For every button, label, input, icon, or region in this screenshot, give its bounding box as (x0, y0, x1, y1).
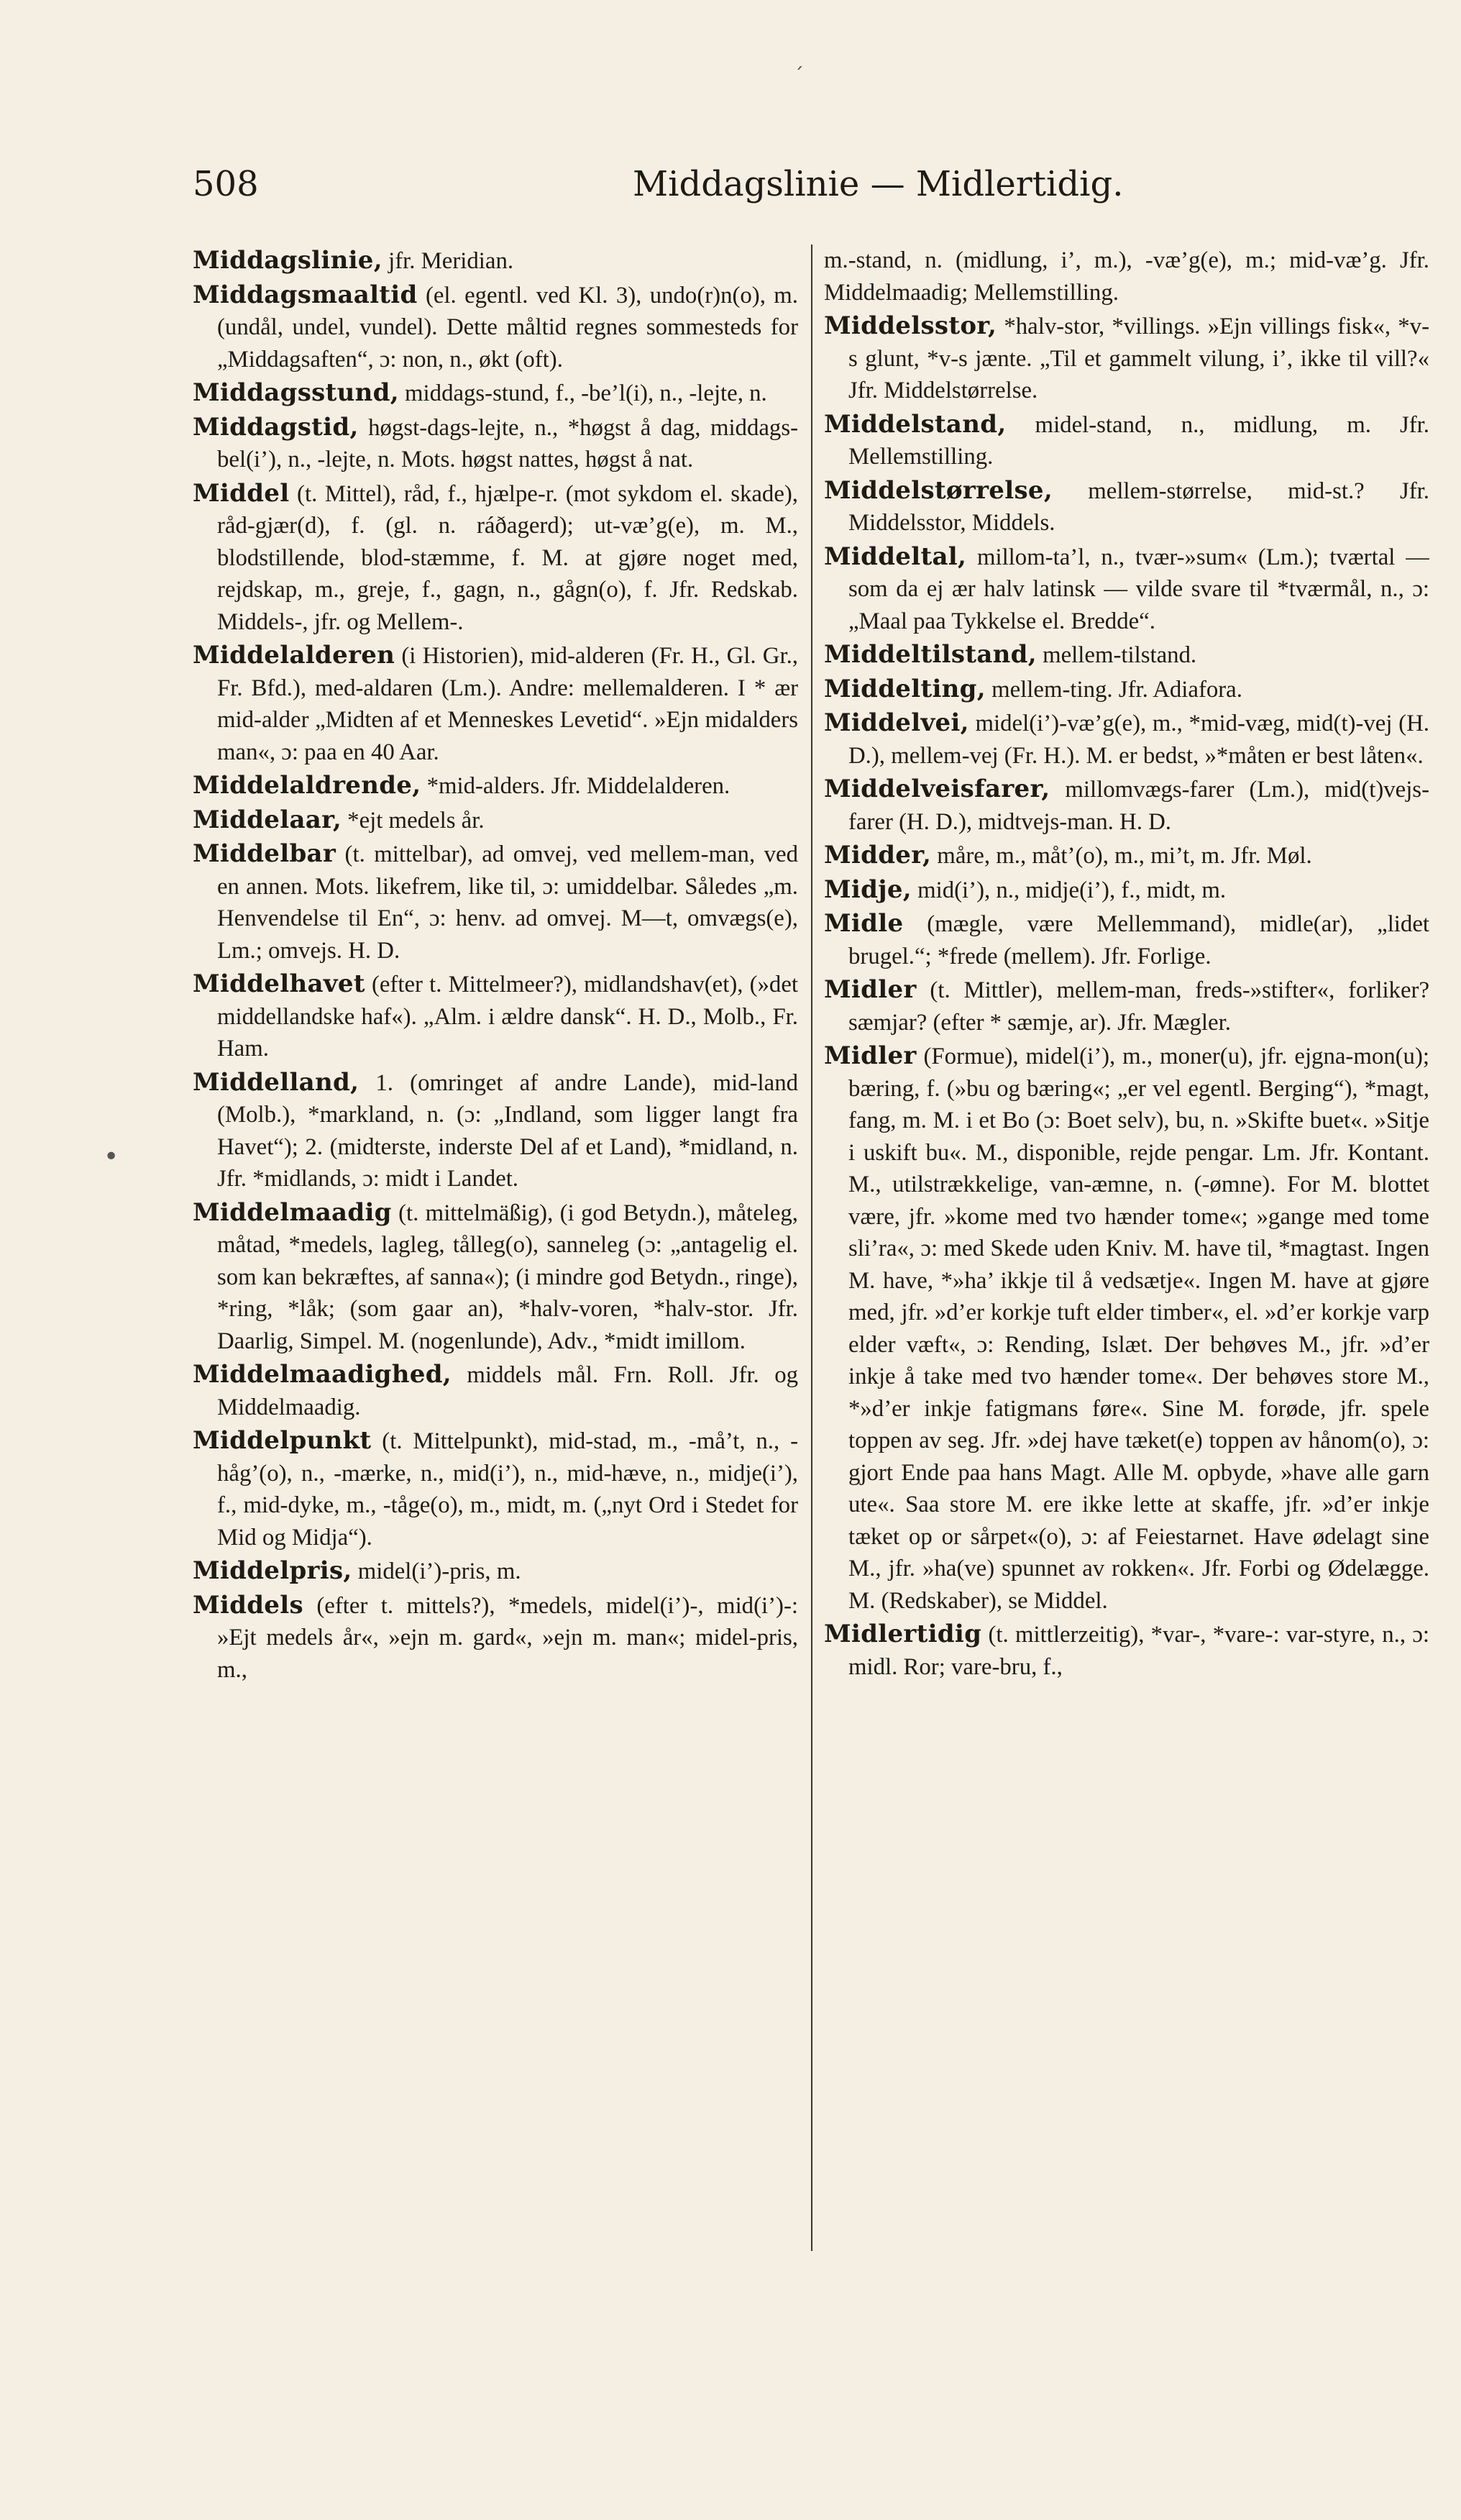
entry-headword: Middel (193, 478, 290, 508)
entry-text: *halv-stor, *villings. »Ejn villings fisk«, *v-s glunt, *v-s jænte. „Til et gammelt vilung, i’, ikke til vill?« Jfr. Middelstørrelse. (848, 314, 1429, 403)
dictionary-entry (824, 310, 1429, 407)
entry-text: millom-ta’l, n., tvær-»sum« (Lm.); tværtal — som da ej ær halv latinsk — vilde svare til *tværmål, n., ɔ: „Maal paa Tykkelse el. Bredde“. (848, 544, 1429, 634)
dictionary-entry (193, 377, 798, 410)
dictionary-entry (824, 839, 1429, 872)
dictionary-entry (193, 478, 798, 639)
entry-text: (t. mittlerzeitig), *var-, *vare-: var-styre, n., ɔ: midl. Ror; vare-bru, f., (848, 1622, 1429, 1680)
dictionary-entry (193, 1425, 798, 1553)
entry-headword: Middelveisfarer, (824, 775, 1050, 803)
entry-text: (mægle, være Mellemmand), midle(ar), „lidet brugel.“; *frede (mellem). Jfr. Forlige. (848, 911, 1429, 969)
running-title: Middagslinie — Midlertidig. (633, 164, 1124, 204)
entry-text: (i Historien), mid-alderen (Fr. H., Gl. Gr., Fr. Bfd.), med-aldaren (Lm.). Andre: mellemalderen. I * ær mid-alder „Midten af et Menneskes Levetid“. »Ejn midalders man«, ɔ: paa en 40 Aar. (217, 643, 798, 765)
entry-headword: Middeltilstand, (824, 640, 1037, 669)
dictionary-entry (824, 874, 1429, 907)
entry-headword: Middelland, (193, 1067, 359, 1097)
entry-headword: Middelvei, (824, 708, 969, 737)
entry-text: mid(i’), n., midje(i’), f., midt, m. (911, 877, 1227, 903)
entry-text: middels mål. Frn. Roll. Jfr. og Middelmaadig. (217, 1362, 798, 1420)
dictionary-entry (824, 639, 1429, 672)
dictionary-entry (193, 968, 798, 1065)
entry-text: midel(i’)-væ’g(e), m., *mid-væg, mid(t)-vej (H. D.), mellem-vej (Fr. H.). M. er bedst, »*måten er best låten«. (848, 711, 1429, 769)
dictionary-entry (193, 639, 798, 768)
dictionary-entry (824, 1040, 1429, 1617)
stray-mark: ´ (794, 63, 804, 87)
right-column (824, 245, 1429, 2467)
dictionary-entry (193, 411, 798, 476)
entry-text: mellem-tilstand. (1036, 642, 1197, 668)
dictionary-entry (824, 673, 1429, 706)
entry-headword: Middagslinie, (193, 246, 383, 275)
dictionary-entry (193, 1067, 798, 1195)
dictionary-entry (824, 908, 1429, 972)
entry-headword: Middelsstor, (824, 311, 997, 340)
entry-text: mellem-størrelse, mid-st.? Jfr. Middelsstor, Middels. (848, 478, 1429, 536)
entry-headword: Middelaar, (193, 805, 342, 834)
entry-text: midel(i’)-pris, m. (352, 1558, 521, 1584)
entry-text: 1. (omringet af andre Lande), mid-land (Molb.), *markland, n. (ɔ: „Indland, som ligger langt fra Havet“); 2. (midterste, inderste Del af et Land), *midland, n. Jfr. *midlands, ɔ: midt i Landet. (217, 1069, 798, 1192)
entry-text: *mid-alders. Jfr. Middelalderen. (421, 773, 730, 799)
entry-headword: Middelstand, (824, 409, 1007, 439)
column-divider (811, 245, 812, 2251)
entry-text: (efter t. mittels?), *medels, midel(i’)-, mid(i’)-: »Ejt medels år«, »ejn m. gard«, »ejn m. man«; midel-pris, m., (217, 1592, 798, 1683)
entry-text: mellem-ting. Jfr. Adiafora. (985, 676, 1242, 703)
dictionary-entry (193, 1589, 798, 1686)
entry-headword: Middelpunkt (193, 1426, 372, 1455)
entry-text: høgst-dags-lejte, n., *høgst å dag, middags-bel(i’), n., -lejte, n. Mots. høgst nattes, høgst å nat. (217, 414, 798, 472)
entry-headword: Midje, (824, 875, 912, 904)
entry-text: (efter t. Mittelmeer?), midlandshav(et), (»det middellandske haf«). „Alm. i ældre dansk“. H. D., Molb., Fr. Ham. (217, 972, 798, 1062)
entry-headword: Middels (193, 1590, 303, 1620)
entry-headword: Middagsstund, (193, 378, 399, 407)
entry-headword: Middagstid, (193, 412, 359, 442)
entry-headword: Middagsmaaltid (193, 280, 418, 309)
entry-text: (el. egentl. ved Kl. 3), undo(r)n(o), m. (undål, undel, vundel). Dette måltid regnes sommesteds for „Middagsaften“, ɔ: non, n., økt (oft). (217, 282, 798, 373)
entry-text: middags-stund, f., -be’l(i), n., -lejte, n. (398, 380, 767, 406)
entry-headword: Middelaldrende, (193, 771, 421, 800)
entry-headword: Middelalderen (193, 641, 395, 670)
dictionary-entry (193, 804, 798, 837)
page-number: 508 (193, 164, 259, 204)
entry-headword: Midle (824, 909, 904, 938)
margin-dot: • (104, 1142, 119, 1172)
dictionary-entry (193, 1555, 798, 1588)
page-header (193, 164, 1214, 222)
entry-headword: Middelmaadighed, (193, 1360, 452, 1389)
dictionary-entry (193, 245, 798, 278)
entry-headword: Middelpris, (193, 1556, 352, 1585)
dictionary-entry (824, 245, 1429, 309)
entry-text: millomvægs-farer (Lm.), mid(t)vejs-farer (H. D.), midtvejs-man. H. D. (848, 777, 1429, 835)
entry-headword: Midlertidig (824, 1620, 982, 1648)
entry-headword: Middelmaadig (193, 1197, 392, 1227)
entry-text: (t. mittelmäßig), (i god Betydn.), måteleg, måtad, *medels, lagleg, tålleg(o), sanneleg (ɔ: „antagelig el. som kan bekræftes, af sanna«); (i mindre god Betydn., ringe), *ring, *låk; (som gaar an), *halv-voren, *halv-stor. Jfr. Daarlig, Simpel. M. (nogenlunde), Adv., *midt imillom. (217, 1200, 798, 1354)
entry-text: (t. Mittelpunkt), mid-stad, m., -må’t, n., -håg’(o), n., -mærke, n., mid(i’), n., mid-hæve, n., midje(i’), f., mid-dyke, m., -tåge(o), m., midt, m. („nyt Ord i Stedet for Mid og Midja“). (217, 1428, 798, 1551)
dictionary-entry (824, 707, 1429, 772)
entry-text: jfr. Meridian. (382, 248, 514, 274)
entry-headword: Midler (824, 1041, 917, 1070)
dictionary-entry (824, 541, 1429, 638)
entry-text: *ejt medels år. (341, 807, 485, 834)
entry-headword: Midder, (824, 841, 932, 869)
entry-text: (t. Mittler), mellem-man, freds-»stifter«, forliker? sæmjar? (efter * sæmje, ar). Jfr. Mægler. (848, 977, 1429, 1036)
entry-headword: Middelstørrelse, (824, 475, 1053, 505)
entry-headword: Middelting, (824, 674, 986, 703)
dictionary-entry (824, 408, 1429, 473)
entry-headword: Middeltal, (824, 542, 967, 571)
dictionary-entry (824, 1618, 1429, 1683)
dictionary-entry (824, 475, 1429, 539)
dictionary-entry (193, 770, 798, 803)
dictionary-entry (193, 838, 798, 967)
entry-text: m.-stand, n. (midlung, i’, m.), -væ’g(e), m.; mid-væ’g. Jfr. Middelmaadig; Mellemstilling. (824, 247, 1429, 306)
entry-text: (Formue), midel(i’), m., moner(u), jfr. ejgna-mon(u); bæring, f. (»bu og bæring«; „er vel egentl. Berging“), *magt, fang, m. M. i et Bo (ɔ: Boet selv), bu, n. »Skifte buet«. »Sitje i uskift bu«. M., disponible, rejde pengar. Lm. Jfr. Kontant. M., utilstrækkelige, van-æmne, n. (-ømne). For M. blottet være, jfr. »kome med tvo hænder tome«; »gange med tome sli’ra«, ɔ: med Skede uden Kniv. M. have til, *magtast. Ingen M. have, *»ha’ ikkje til å vedsætje«. Ingen M. have at gjøre med, jfr. »d’er korkje tuft elder timber«, el. »d’er korkje varp elder væft«, ɔ: Rending, Islæt. Der behøves M., jfr. »d’er inkje å take med tvo hænder tome«. Der behøves store M., *»d’er inkje fatigmans føre«. Sine M. forøde, jfr. spele toppen av seg. Jfr. »dej have tæket(e) toppen av hånom(o), ɔ: gjort Ende paa hans Magt. Alle M. opbyde, »have alle garn ute«. Saa store M. ere ikke lette at skaffe, jfr. »d’er inkje tæket op or sårpet«(o), ɔ: af Feiestarnet. Have ødelagt sine M., jfr. »ha(ve) spunnet av rokken«. Jfr. Forbi og Ødelægge. M. (Redskaber), se Middel. (848, 1044, 1429, 1614)
entry-headword: Middelbar (193, 839, 336, 868)
dictionary-entry (193, 279, 798, 376)
left-column (193, 245, 798, 2467)
entry-headword: Middelhavet (193, 969, 365, 998)
entry-text: midel-stand, n., midlung, m. Jfr. Mellemstilling. (848, 411, 1429, 470)
dictionary-entry (193, 1197, 798, 1358)
dictionary-entry (193, 1359, 798, 1423)
entry-text: (t. Mittel), råd, f., hjælpe-r. (mot sykdom el. skade), råd-gjær(d), f. (gl. n. ráðagerd); ut-væ’g(e), m. M., blodstillende, blod-stæmme, f. M. at gjøre noget med, rejdskap, m., greje, f., gagn, n., gågn(o), f. Jfr. Redskab. Middels-, jfr. og Mellem-. (217, 480, 798, 635)
entry-text: (t. mittelbar), ad omvej, ved mellem-man, ved en annen. Mots. likefrem, like til, ɔ: umiddelbar. Således „m. Henvendelse til En“, ɔ: henv. ad omvej. M—t, omvægs(e), Lm.; omvejs. H. D. (217, 841, 798, 964)
dictionary-entry (824, 974, 1429, 1038)
dictionary-entry (824, 773, 1429, 838)
entry-headword: Midler (824, 975, 917, 1004)
entry-text: måre, m., måt’(o), m., mi’t, m. Jfr. Møl. (931, 843, 1312, 869)
